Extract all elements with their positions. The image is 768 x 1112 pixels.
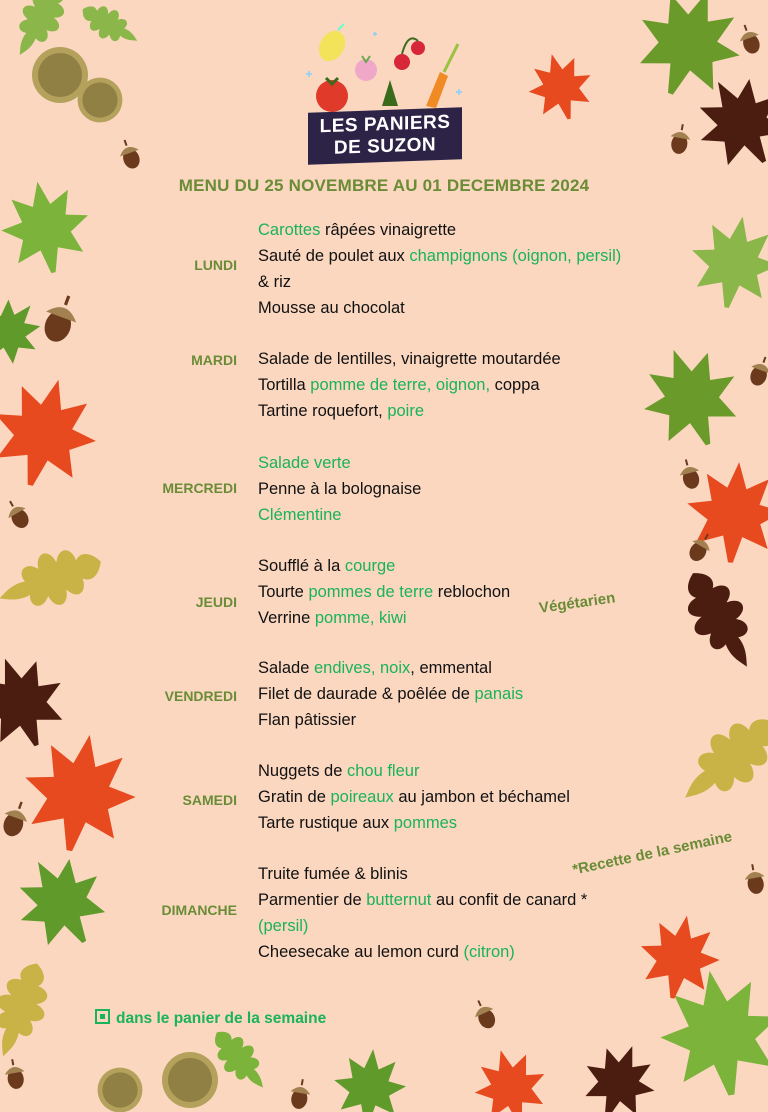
basket-ingredient: courge — [344, 557, 396, 575]
basket-ingredient: endives, noix — [313, 659, 411, 677]
meal-line — [258, 655, 523, 681]
meal-line — [258, 784, 570, 810]
recipe-of-the-week-tag: *Recette de la semaine — [571, 828, 734, 879]
basket-ingredient: panais — [474, 685, 524, 703]
meal-text: Sauté de poulet aux — [258, 247, 410, 265]
meal-text: Nuggets de — [258, 762, 347, 780]
day-label: MERCREDI — [162, 480, 237, 496]
meal-text: coppa — [490, 376, 540, 394]
basket-ingredient: (persil) — [258, 917, 309, 935]
day-meals — [258, 758, 570, 836]
meal-line — [258, 372, 561, 398]
basket-ingredient: pommes de terre — [308, 583, 434, 601]
meal-line — [258, 913, 587, 939]
meal-line — [258, 346, 561, 372]
meal-line — [258, 217, 621, 243]
meal-text: au jambon et béchamel — [393, 788, 570, 806]
legend — [95, 1009, 326, 1028]
basket-ingredient: pomme de terre, oignon, — [310, 376, 491, 394]
day-meals — [258, 655, 523, 733]
basket-square-icon — [95, 1009, 110, 1024]
day-label: SAMEDI — [182, 792, 237, 808]
basket-ingredient: pomme, kiwi — [314, 609, 407, 627]
meal-line — [258, 810, 570, 836]
day-label: DIMANCHE — [161, 902, 237, 918]
meal-line — [258, 758, 570, 784]
meal-line — [258, 243, 621, 269]
day-label: VENDREDI — [164, 688, 237, 704]
meal-text: Flan pâtissier — [258, 711, 357, 729]
day-meals — [258, 861, 587, 965]
meal-line — [258, 861, 587, 887]
meal-text: Filet de daurade & poêlée de — [258, 685, 475, 703]
basket-ingredient: Carottes — [258, 221, 321, 239]
meal-line — [258, 269, 621, 295]
meal-line — [258, 605, 510, 631]
day-meals — [258, 217, 621, 321]
meal-line — [258, 939, 587, 965]
meal-line — [258, 887, 587, 913]
basket-ingredient: poireaux — [330, 788, 394, 806]
legend-text: dans le panier de la semaine — [116, 1010, 327, 1027]
basket-ingredient: Salade verte — [258, 454, 351, 472]
meal-line — [258, 707, 523, 733]
basket-ingredient: champignons (oignon, persil) — [409, 247, 622, 265]
basket-ingredient: pommes — [393, 814, 458, 832]
page-title: MENU DU 25 NOVEMBRE AU 01 DECEMBRE 2024 — [178, 176, 590, 195]
meal-line — [258, 398, 561, 424]
brand-line2: DE SUZON — [333, 134, 437, 159]
meal-text: reblochon — [433, 583, 511, 601]
basket-ingredient: butternut — [366, 891, 432, 909]
vegetarian-tag: Végétarien — [538, 589, 617, 617]
meal-line — [258, 476, 421, 502]
basket-ingredient: chou fleur — [346, 762, 420, 780]
brand-line1: LES PANIERS — [319, 111, 451, 138]
meal-text: & riz — [258, 273, 291, 291]
day-meals — [258, 346, 561, 424]
meal-text: Salade — [258, 659, 314, 677]
meal-text: Tartine roquefort, — [258, 402, 388, 420]
meal-text: Verrine — [258, 609, 315, 627]
meal-text: Truite fumée & blinis — [258, 865, 408, 883]
meal-line — [258, 579, 510, 605]
meal-text: Tarte rustique aux — [258, 814, 394, 832]
meal-line — [258, 450, 421, 476]
brand-badge — [308, 107, 462, 164]
day-meals — [258, 450, 421, 528]
day-label: LUNDI — [194, 257, 237, 273]
meal-text: Tourte — [258, 583, 309, 601]
meal-line — [258, 681, 523, 707]
basket-ingredient: (citron) — [463, 943, 515, 961]
day-label: JEUDI — [195, 594, 237, 610]
meal-text: Tortilla — [258, 376, 311, 394]
brand-logo — [298, 22, 470, 168]
meal-line — [258, 553, 510, 579]
basket-ingredient: Clémentine — [258, 506, 342, 524]
meal-text: Soufflé à la — [258, 557, 345, 575]
meal-line — [258, 295, 621, 321]
meal-text: Salade de lentilles, vinaigrette moutardée — [258, 350, 561, 368]
day-meals — [258, 553, 510, 631]
vegetables-icon — [298, 22, 470, 112]
meal-text: Gratin de — [258, 788, 331, 806]
meal-text: Cheesecake au lemon curd — [258, 943, 464, 961]
meal-text: Penne à la bolognaise — [258, 480, 422, 498]
meal-text: au confit de canard * — [431, 891, 588, 909]
meal-line — [258, 502, 421, 528]
basket-ingredient: poire — [387, 402, 425, 420]
meal-text: Mousse au chocolat — [258, 299, 405, 317]
meal-text: Parmentier de — [258, 891, 367, 909]
meal-text: , emmental — [410, 659, 492, 677]
day-label: MARDI — [191, 352, 237, 368]
meal-text: râpées vinaigrette — [320, 221, 457, 239]
